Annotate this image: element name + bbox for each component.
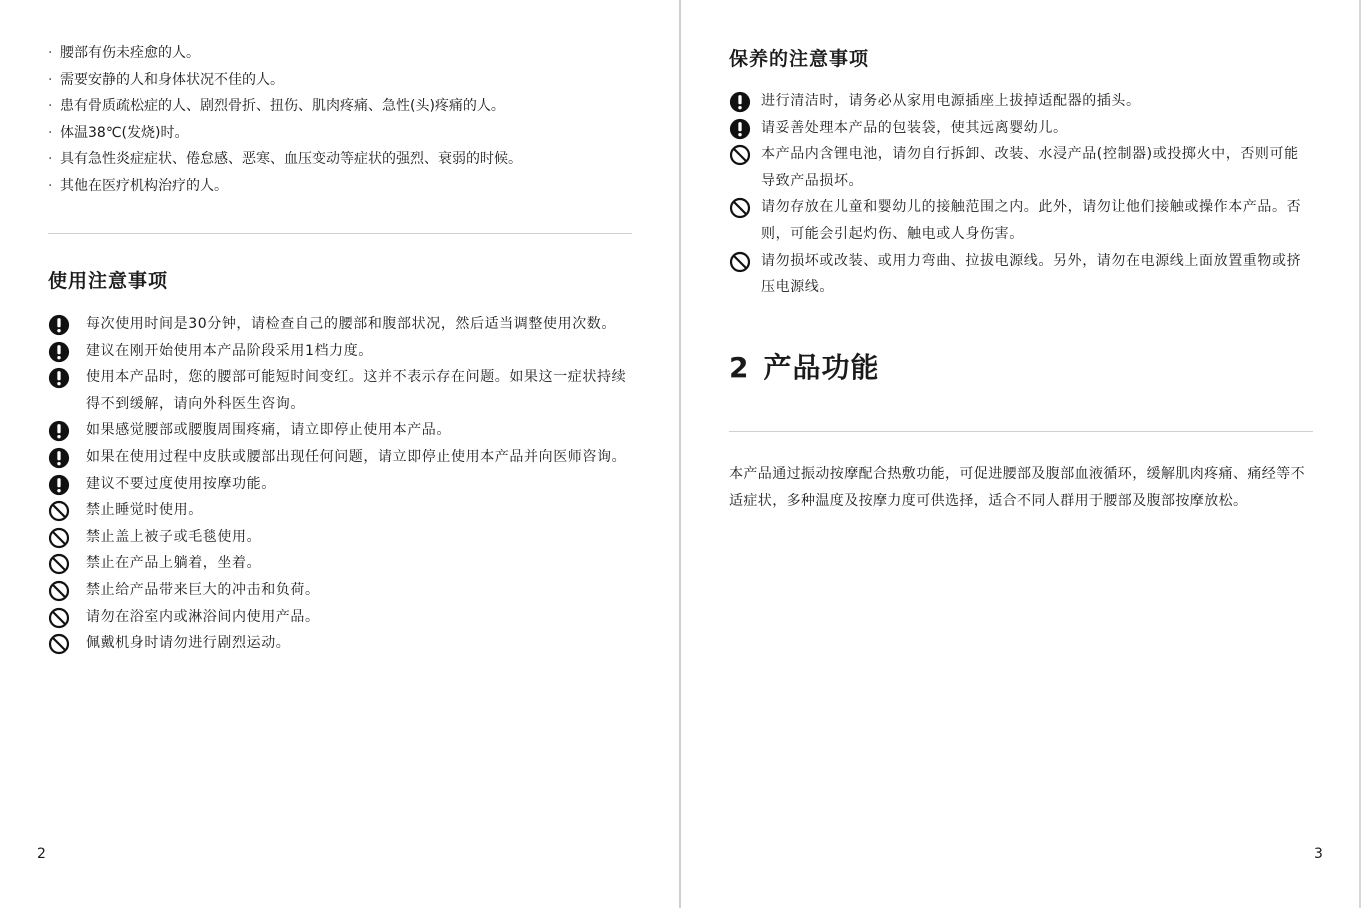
note-text: 如果感觉腰部或腰腹周围疼痛，请立即停止使用本产品。 [86, 422, 451, 439]
list-item [48, 577, 634, 604]
warning-icon [48, 447, 70, 469]
note-text: 本产品内含锂电池，请勿自行拆卸、改装、水浸产品(控制器)或投掷火中，否则可能导致产品损坏。 [761, 146, 1299, 189]
prohibited-icon [48, 580, 70, 602]
warning-icon [48, 367, 70, 389]
list-item [48, 311, 634, 338]
contraindication-list [48, 40, 648, 200]
warning-icon [48, 474, 70, 496]
prohibited-icon [48, 607, 70, 629]
maintenance-notes-list [729, 88, 1313, 301]
note-text: 如果在使用过程中皮肤或腰部出现任何问题，请立即停止使用本产品并向医师咨询。 [86, 448, 627, 465]
list-item [48, 497, 634, 524]
note-text: 每次使用时间是30分钟，请检查自己的腰部和腹部状况，然后适当调整使用次数。 [86, 316, 617, 332]
note-text: 佩戴机身时请勿进行剧烈运动。 [86, 635, 291, 652]
warning-icon [48, 420, 70, 442]
prohibited-icon [48, 500, 70, 522]
note-text: 禁止在产品上躺着，坐着。 [86, 555, 262, 572]
note-text: 请妥善处理本产品的包装袋，使其远离婴幼儿。 [761, 119, 1068, 136]
left-page [0, 0, 680, 908]
note-text: 请勿损坏或改装、或用力弯曲、拉拔电源线。另外，请勿在电源线上面放置重物或挤压电源线。 [761, 252, 1302, 296]
page-number-right: 3 [1314, 846, 1323, 862]
list-item [729, 194, 1313, 247]
prohibited-icon [729, 144, 751, 166]
list-item [48, 524, 634, 551]
section-title-usage: 使用注意事项 [48, 270, 169, 292]
prohibited-icon [729, 197, 751, 219]
prohibited-icon [48, 633, 70, 655]
list-item [48, 338, 634, 365]
note-text: 禁止给产品带来巨大的冲击和负荷。 [86, 581, 320, 598]
section-divider [48, 233, 632, 234]
section-title-maintenance: 保养的注意事项 [729, 48, 870, 70]
warning-icon [729, 118, 751, 140]
product-function-text: 本产品通过振动按摩配合热敷功能，可促进腰部及腹部血液循环，缓解肌肉疼痛、痛经等不适症状，多种温度及按摩力度可供选择，适合不同人群用于腰部及腹部按摩放松。 [729, 466, 1305, 509]
note-text: 请勿在浴室内或淋浴间内使用产品。 [86, 608, 320, 625]
list-item [729, 248, 1313, 301]
usage-notes-list [48, 311, 634, 657]
list-item: · 体温38℃(发烧)时。 [48, 124, 189, 141]
chapter-heading [729, 346, 880, 386]
note-text: 使用本产品时，您的腰部可能短时间变红。这并不表示存在问题。如果这一症状持续得不到缓解，请向外科医生咨询。 [86, 369, 627, 412]
list-item: · 腰部有伤未痊愈的人。 [48, 45, 200, 61]
list-item [48, 471, 634, 498]
list-item: · 具有急性炎症症状、倦怠感、恶寒、血压变动等症状的强烈、衰弱的时候。 [48, 151, 522, 168]
note-text: 进行清洁时，请务必从家用电源插座上拔掉适配器的插头。 [761, 93, 1141, 109]
list-item [48, 550, 634, 577]
chapter-divider [729, 431, 1313, 432]
warning-icon [729, 91, 751, 113]
note-text: 请勿存放在儿童和婴幼儿的接触范围之内。此外，请勿让他们接触或操作本产品。否则，可能会引起灼伤、触电或人身伤害。 [761, 199, 1302, 242]
note-text: 建议不要过度使用按摩功能。 [86, 475, 276, 492]
list-item [729, 88, 1313, 115]
list-item: · 患有骨质疏松症的人、剧烈骨折、扭伤、肌肉疼痛、急性(头)疼痛的人。 [48, 98, 505, 115]
list-item [48, 444, 634, 471]
list-item: · 其他在医疗机构治疗的人。 [48, 177, 228, 194]
right-page [681, 0, 1361, 908]
warning-icon [48, 314, 70, 336]
warning-icon [48, 341, 70, 363]
prohibited-icon [48, 553, 70, 575]
list-item [48, 630, 634, 657]
list-item: · 需要安静的人和身体状况不佳的人。 [48, 71, 284, 88]
note-text: 禁止盖上被子或毛毯使用。 [86, 528, 262, 545]
list-item [48, 364, 634, 417]
prohibited-icon [48, 527, 70, 549]
list-item [48, 417, 634, 444]
list-item [48, 604, 634, 631]
page-number-left: 2 [37, 846, 46, 862]
note-text: 建议在刚开始使用本产品阶段采用1档力度。 [86, 342, 373, 359]
note-text: 禁止睡觉时使用。 [86, 502, 203, 519]
prohibited-icon [729, 251, 751, 273]
list-item [729, 115, 1313, 142]
chapter-title: 产品功能 [763, 351, 880, 384]
list-item [729, 141, 1313, 194]
chapter-number: 2 [729, 351, 750, 384]
